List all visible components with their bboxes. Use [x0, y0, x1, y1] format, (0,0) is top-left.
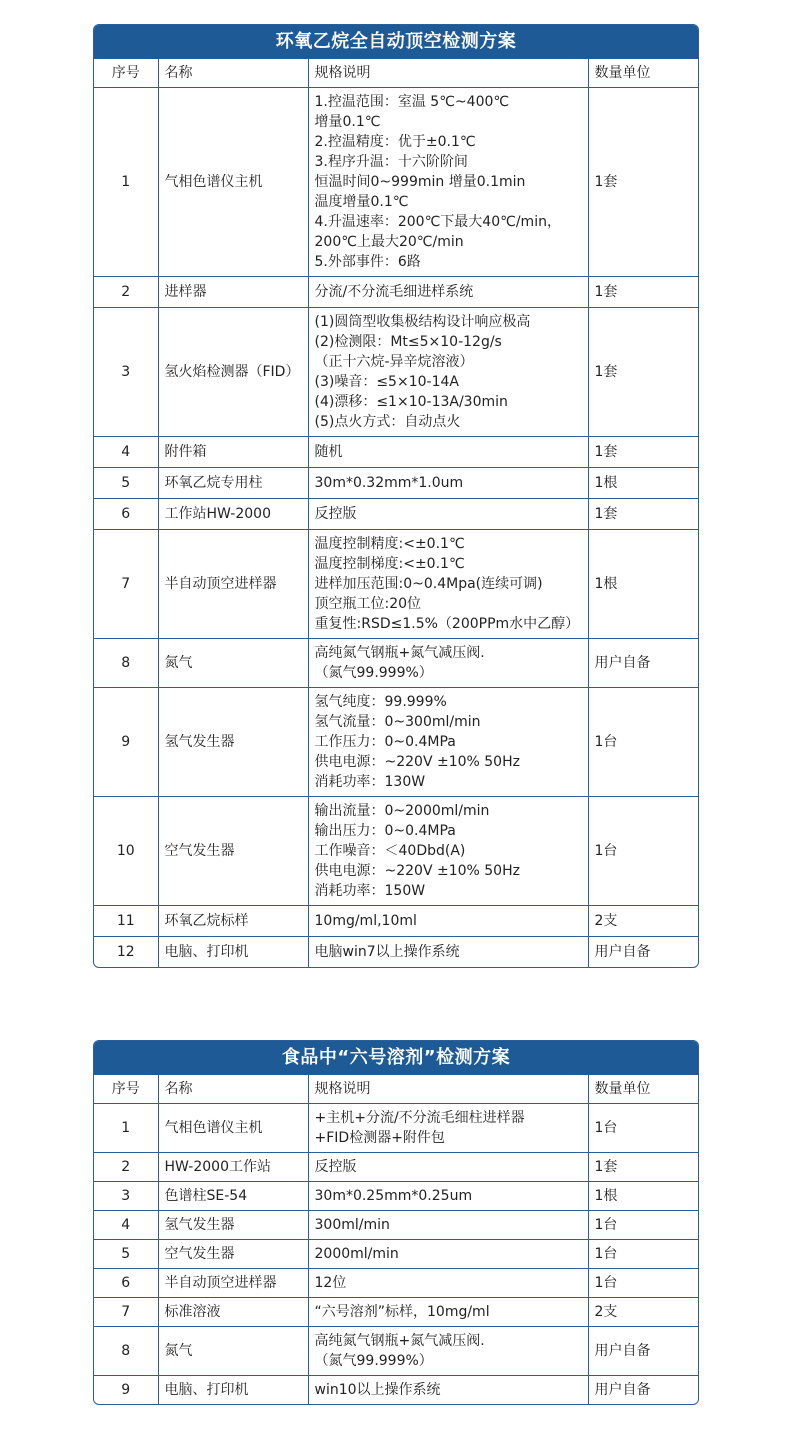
table-row — [94, 906, 698, 937]
header-no: 序号 — [94, 59, 158, 88]
row-number: 5 — [94, 1240, 158, 1269]
row-spec: win10以上操作系统 — [308, 1376, 588, 1405]
table-row — [94, 937, 698, 968]
table-row — [94, 499, 698, 530]
row-quantity: 用户自备 — [588, 1376, 698, 1405]
row-number: 6 — [94, 1269, 158, 1298]
row-quantity: 1台 — [588, 1211, 698, 1240]
table-row — [94, 1376, 698, 1405]
row-number: 6 — [94, 499, 158, 530]
row-name: 半自动顶空进样器 — [158, 1269, 308, 1298]
header-qty: 数量单位 — [588, 59, 698, 88]
row-number: 11 — [94, 906, 158, 937]
row-name: 氮气 — [158, 639, 308, 688]
header-qty: 数量单位 — [588, 1075, 698, 1104]
spec-table — [94, 59, 698, 967]
row-quantity: 用户自备 — [588, 1327, 698, 1376]
row-spec: +主机+分流/不分流毛细柱进样器 +FID检测器+附件包 — [308, 1104, 588, 1153]
row-quantity: 2支 — [588, 906, 698, 937]
row-spec: 2000ml/min — [308, 1240, 588, 1269]
table-row — [94, 437, 698, 468]
row-spec: 氢气纯度：99.999% 氢气流量：0~300ml/min 工作压力：0~0.4MPa 供电电源：~220V ±10% 50Hz 消耗功率：130W — [308, 688, 588, 797]
table-row — [94, 1182, 698, 1211]
table-row — [94, 1211, 698, 1240]
row-quantity: 1台 — [588, 1269, 698, 1298]
row-spec: 高纯氮气钢瓶+氮气减压阀. （氮气99.999%） — [308, 1327, 588, 1376]
row-name: 氮气 — [158, 1327, 308, 1376]
row-quantity: 1根 — [588, 530, 698, 639]
row-spec: 12位 — [308, 1269, 588, 1298]
row-spec: 30m*0.25mm*0.25um — [308, 1182, 588, 1211]
table-row — [94, 468, 698, 499]
row-spec: 反控版 — [308, 1153, 588, 1182]
row-quantity: 1根 — [588, 1182, 698, 1211]
header-name: 名称 — [158, 1075, 308, 1104]
row-quantity: 1台 — [588, 1104, 698, 1153]
spec-table — [94, 1075, 698, 1404]
row-number: 2 — [94, 1153, 158, 1182]
row-number: 8 — [94, 639, 158, 688]
row-name: 气相色谱仪主机 — [158, 88, 308, 277]
row-quantity: 1套 — [588, 88, 698, 277]
row-quantity: 1台 — [588, 1240, 698, 1269]
row-name: 电脑、打印机 — [158, 1376, 308, 1405]
row-spec: 300ml/min — [308, 1211, 588, 1240]
row-number: 7 — [94, 530, 158, 639]
row-name: 空气发生器 — [158, 1240, 308, 1269]
row-number: 2 — [94, 277, 158, 308]
row-name: 氢气发生器 — [158, 1211, 308, 1240]
row-number: 8 — [94, 1327, 158, 1376]
row-number: 3 — [94, 1182, 158, 1211]
row-number: 4 — [94, 437, 158, 468]
row-spec: (1)圆筒型收集极结构设计响应极高 (2)检测限：Mt≤5×10-12g/s （正十六烷-异辛烷溶液） (3)噪音：≤5×10-14A (4)漂移：≤1×10-13A/30min (5)点火方式：自动点火 — [308, 308, 588, 437]
table-row — [94, 1240, 698, 1269]
row-number: 3 — [94, 308, 158, 437]
row-spec: 反控版 — [308, 499, 588, 530]
row-quantity: 1套 — [588, 308, 698, 437]
row-number: 9 — [94, 688, 158, 797]
table-row — [94, 639, 698, 688]
table-row — [94, 1269, 698, 1298]
row-spec: 10mg/ml,10ml — [308, 906, 588, 937]
row-number: 10 — [94, 797, 158, 906]
row-name: 氢气发生器 — [158, 688, 308, 797]
header-row — [94, 59, 698, 88]
table-row — [94, 277, 698, 308]
table-row — [94, 1298, 698, 1327]
table-row — [94, 308, 698, 437]
row-quantity: 用户自备 — [588, 639, 698, 688]
row-quantity: 1套 — [588, 499, 698, 530]
header-no: 序号 — [94, 1075, 158, 1104]
table-row — [94, 1327, 698, 1376]
header-row — [94, 1075, 698, 1104]
row-spec: 输出流量：0~2000ml/min 输出压力：0~0.4MPa 工作噪音：＜40Dbd(A) 供电电源：~220V ±10% 50Hz 消耗功率：150W — [308, 797, 588, 906]
table-title: 食品中“六号溶剂”检测方案 — [94, 1041, 698, 1075]
row-number: 1 — [94, 1104, 158, 1153]
table-row — [94, 88, 698, 277]
row-quantity: 2支 — [588, 1298, 698, 1327]
row-name: 标准溶液 — [158, 1298, 308, 1327]
solvent-six-plan-table — [93, 1040, 699, 1405]
row-spec: 电脑win7以上操作系统 — [308, 937, 588, 968]
row-name: 氢火焰检测器（FID） — [158, 308, 308, 437]
row-quantity: 1台 — [588, 797, 698, 906]
row-name: 进样器 — [158, 277, 308, 308]
table-title: 环氧乙烷全自动顶空检测方案 — [94, 25, 698, 59]
row-spec: 1.控温范围：室温 5℃~400℃ 增量0.1℃ 2.控温精度：优于±0.1℃ 3.程序升温：十六阶阶间 恒温时间0~999min 增量0.1min 温度增量0.1℃ 4.升温速率：200℃下最大40℃/min， 200℃上最大20℃/min 5.外部事件：6路 — [308, 88, 588, 277]
row-quantity: 1套 — [588, 277, 698, 308]
row-name: 色谱柱SE-54 — [158, 1182, 308, 1211]
row-name: 附件箱 — [158, 437, 308, 468]
header-spec: 规格说明 — [308, 59, 588, 88]
table-row — [94, 530, 698, 639]
row-name: 环氧乙烷标样 — [158, 906, 308, 937]
row-number: 5 — [94, 468, 158, 499]
row-spec: 随机 — [308, 437, 588, 468]
header-name: 名称 — [158, 59, 308, 88]
row-name: HW-2000工作站 — [158, 1153, 308, 1182]
header-spec: 规格说明 — [308, 1075, 588, 1104]
ethylene-oxide-plan-table — [93, 24, 699, 968]
row-name: 半自动顶空进样器 — [158, 530, 308, 639]
row-number: 1 — [94, 88, 158, 277]
row-number: 12 — [94, 937, 158, 968]
row-number: 9 — [94, 1376, 158, 1405]
row-spec: “六号溶剂”标样，10mg/ml — [308, 1298, 588, 1327]
row-spec: 温度控制精度:<±0.1℃ 温度控制梯度:<±0.1℃ 进样加压范围:0~0.4Mpa(连续可调) 顶空瓶工位:20位 重复性:RSD≤1.5%（200PPm水中乙醇） — [308, 530, 588, 639]
row-spec: 30m*0.32mm*1.0um — [308, 468, 588, 499]
row-name: 环氧乙烷专用柱 — [158, 468, 308, 499]
table-row — [94, 688, 698, 797]
table-row — [94, 797, 698, 906]
row-name: 电脑、打印机 — [158, 937, 308, 968]
row-number: 4 — [94, 1211, 158, 1240]
row-quantity: 1根 — [588, 468, 698, 499]
row-name: 工作站HW-2000 — [158, 499, 308, 530]
row-spec: 分流/不分流毛细进样系统 — [308, 277, 588, 308]
row-quantity: 用户自备 — [588, 937, 698, 968]
row-quantity: 1套 — [588, 1153, 698, 1182]
row-number: 7 — [94, 1298, 158, 1327]
row-name: 空气发生器 — [158, 797, 308, 906]
row-name: 气相色谱仪主机 — [158, 1104, 308, 1153]
table-row — [94, 1153, 698, 1182]
row-quantity: 1套 — [588, 437, 698, 468]
table-row — [94, 1104, 698, 1153]
row-quantity: 1台 — [588, 688, 698, 797]
row-spec: 高纯氮气钢瓶+氮气减压阀. （氮气99.999%） — [308, 639, 588, 688]
